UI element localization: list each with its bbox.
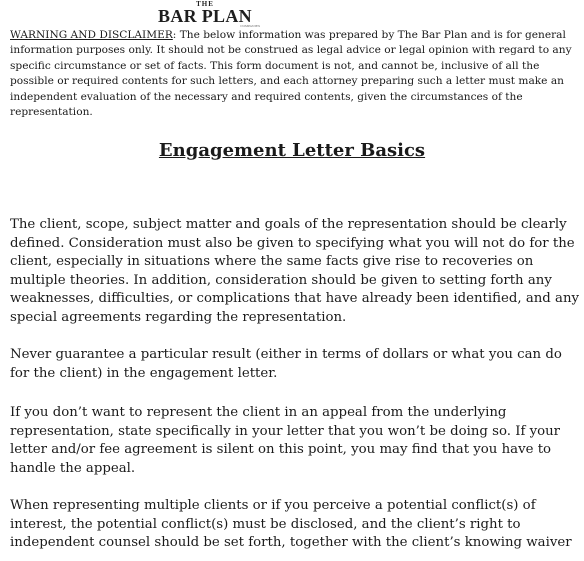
paragraph-scope: The client, scope, subject matter and goals of the representation should be clearly defined. Consideration must also be given to specifying what you will not do for the client, especially in situations where the same facts give rise to recoveries on multiple theories. In addition, consideration should be given to setting forth any weaknesses, difficulties, or complications that have already been identified, and any special agreements regarding the representation. <box>10 217 580 325</box>
paragraph-appeal: If you don’t want to represent the client in an appeal from the underlying representation, state specifically in your letter that you won’t be doing so. If your letter and/or fee agreement is silent on this point, you may find that you have to handle the appeal. <box>10 405 561 476</box>
disclaimer <box>10 28 575 120</box>
bar-plan-logo <box>150 0 260 30</box>
paragraph-no-guarantee: Never guarantee a particular result (either in terms of dollars or what you can do for the client) in the engagement letter. <box>10 347 562 381</box>
logo-top-text: THE <box>196 0 214 8</box>
document-title: Engagement Letter Basics <box>158 140 426 161</box>
paragraph-multiple-clients: When representing multiple clients or if you perceive a potential conflict(s) of interest, the potential conflict(s) must be disclosed, and the client’s right to independent counsel should be set forth, together with the client’s knowing waiver <box>10 498 572 551</box>
disclaimer-text: : The below information was prepared by The Bar Plan and is for general information purposes only. It should not be construed as legal advice or legal opinion with regard to any specific circumstance or set of facts. This form document is not, and cannot be, inclusive of all the possible or required contents for such letters, and each attorney preparing such a letter must make an independent evaluation of the necessary and required contents, given the circumstances of the representation. <box>10 29 572 119</box>
disclaimer-label: WARNING AND DISCLAIMER <box>10 29 173 41</box>
logo-sub-text: COMPANIES <box>240 24 260 28</box>
logo-main-text: BAR PLAN <box>158 6 252 26</box>
